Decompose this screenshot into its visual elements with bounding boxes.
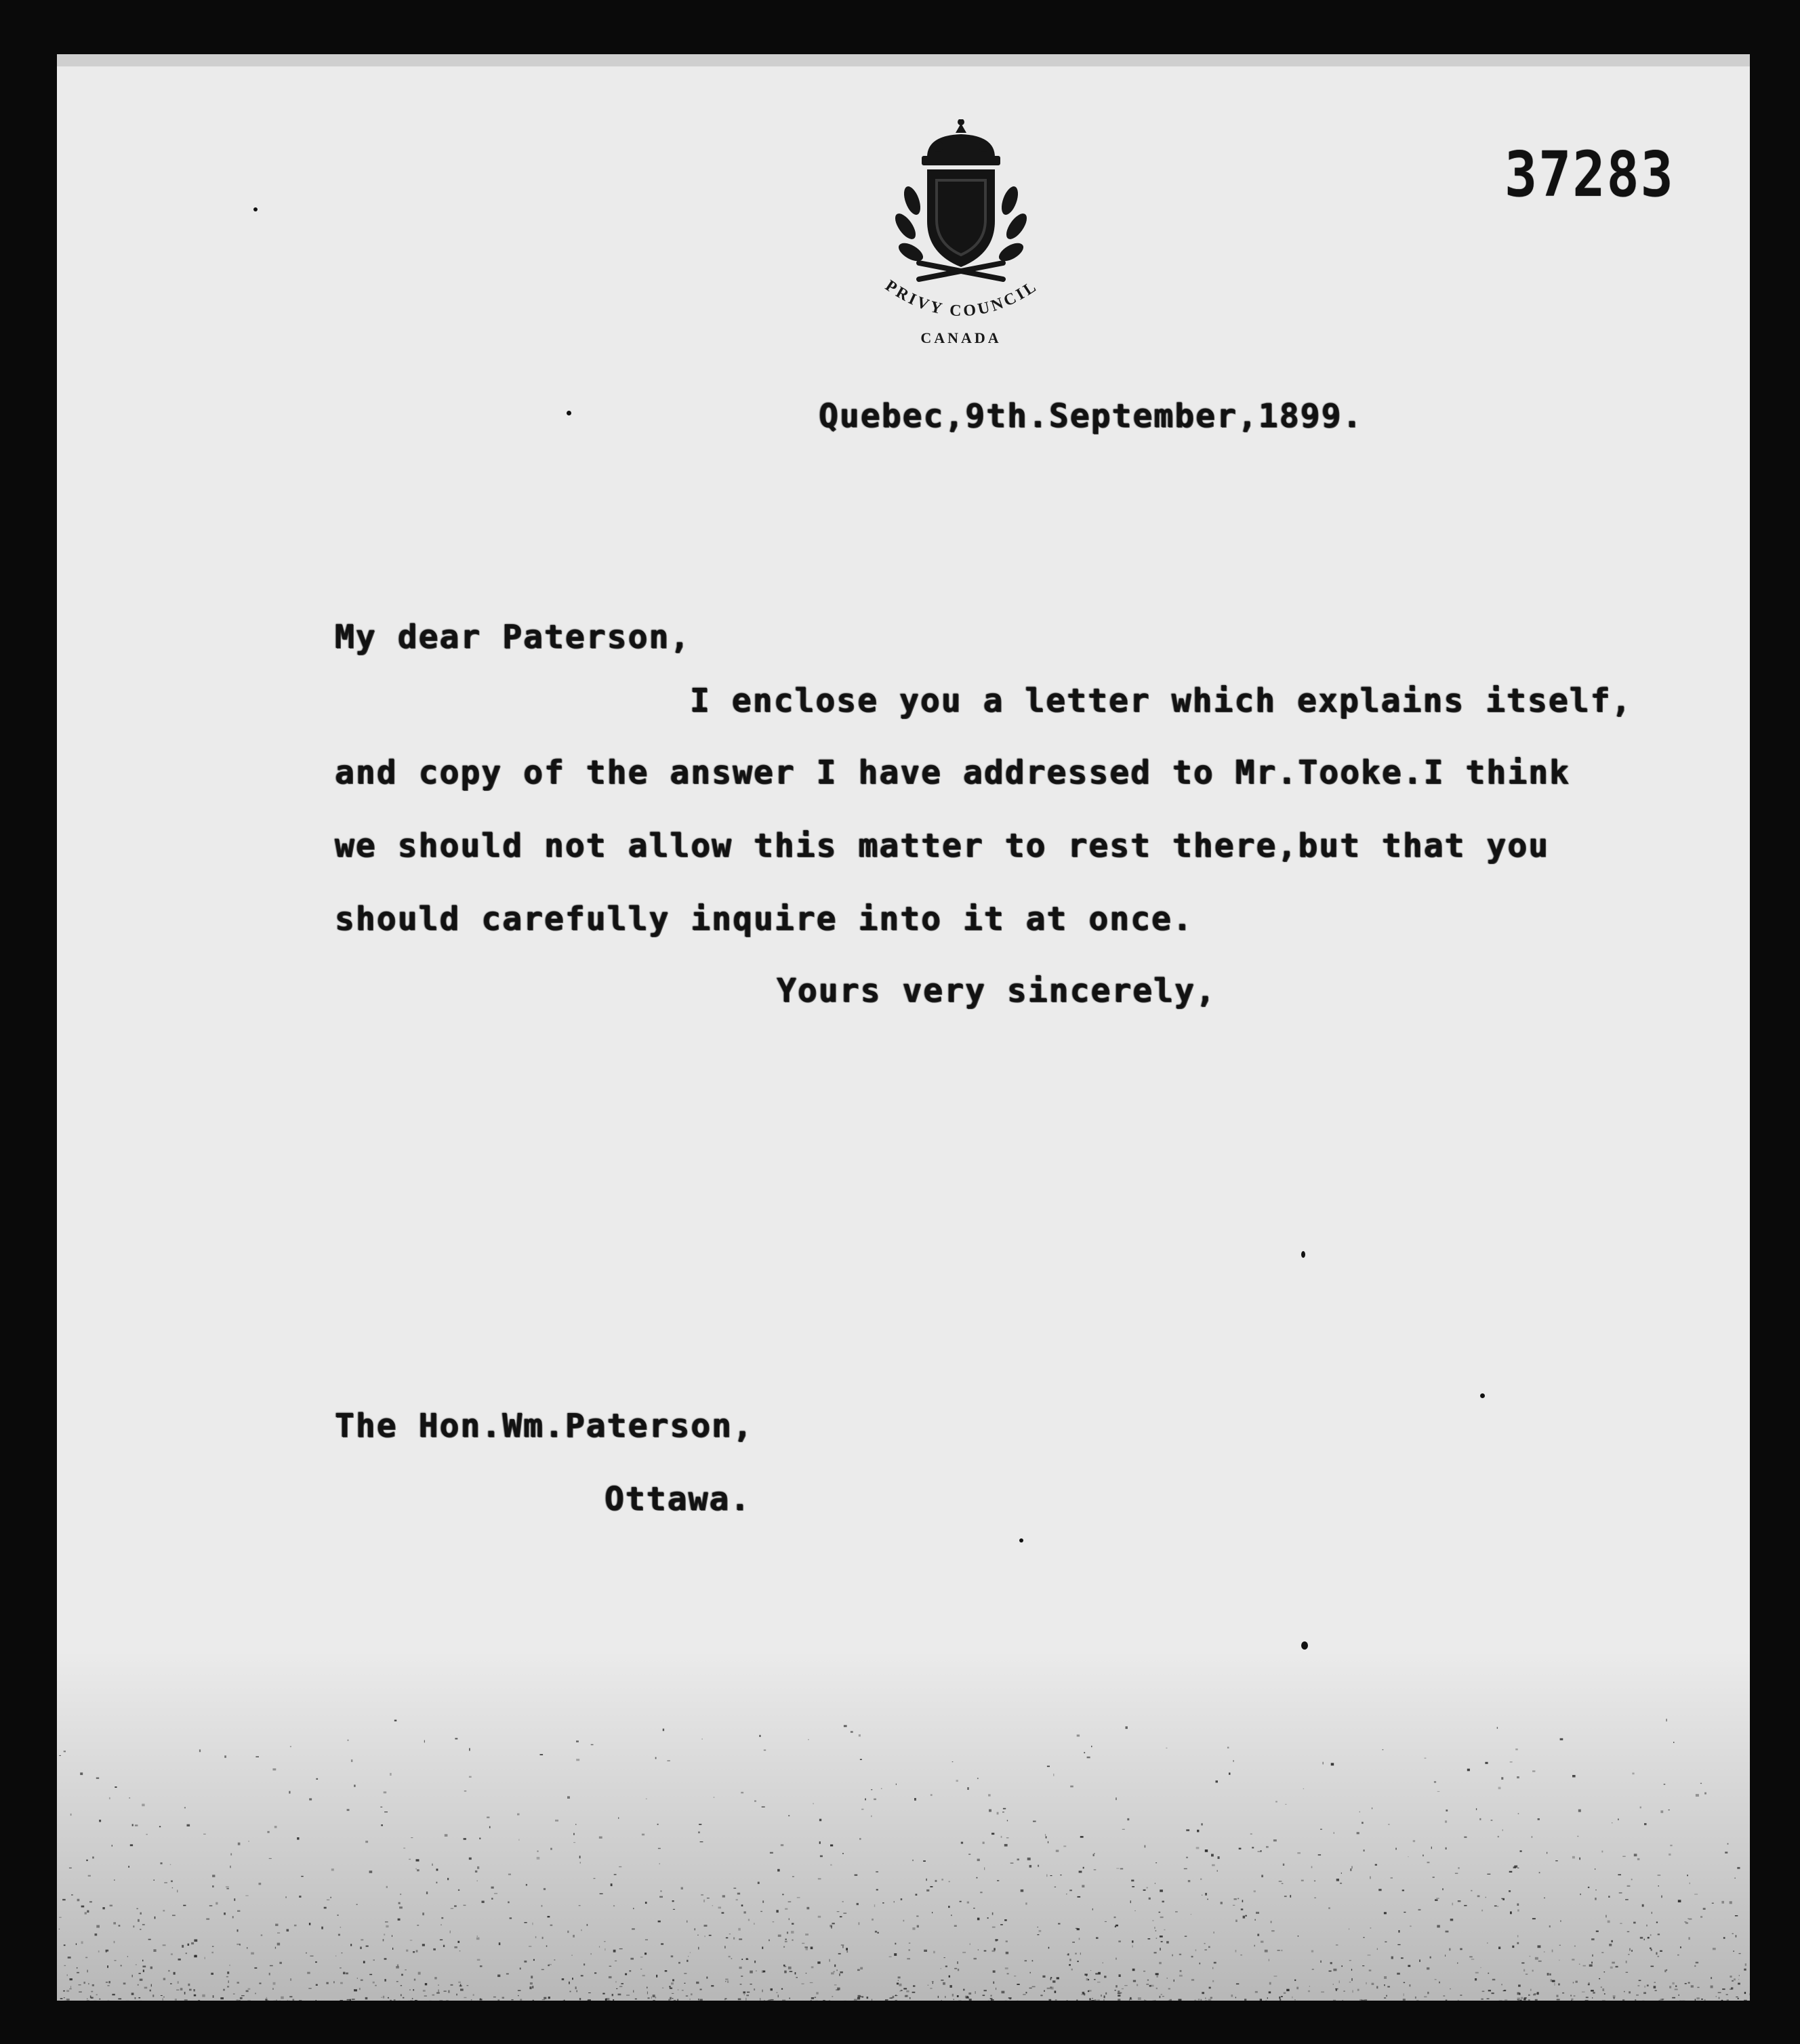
ink-speck: [1019, 1538, 1023, 1542]
body-line: I enclose you a letter which explains itself,: [690, 682, 1633, 720]
privy-council-crest: [854, 119, 1084, 350]
dateline: Quebec,9th.September,1899.: [819, 397, 1364, 435]
recipient-city: Ottawa.: [605, 1480, 752, 1518]
ink-speck: [567, 411, 571, 415]
ink-speck: [1301, 1641, 1308, 1650]
svg-text:PRIVY COUNCIL: [882, 277, 1041, 321]
letterhead-line1: PRIVY COUNCIL: [882, 277, 1042, 321]
letter-page: [57, 54, 1750, 2001]
body-line: and copy of the answer I have addressed to Mr.Tooke.I think: [335, 754, 1571, 792]
ink-speck: [1301, 1251, 1305, 1258]
document-number: 37283: [1505, 138, 1675, 211]
body-line: we should not allow this matter to rest there,but that you: [335, 827, 1550, 865]
salutation: My dear Paterson,: [335, 618, 691, 656]
ink-speck: [1480, 1393, 1485, 1398]
closing: Yours very sincerely,: [777, 972, 1216, 1010]
recipient-name: The Hon.Wm.Paterson,: [335, 1407, 754, 1445]
scan-noise: [57, 1716, 1750, 2001]
body-line: should carefully inquire into it at once.: [335, 900, 1193, 938]
ink-speck: [253, 207, 258, 211]
letterhead-line2: CANADA: [920, 329, 1002, 346]
